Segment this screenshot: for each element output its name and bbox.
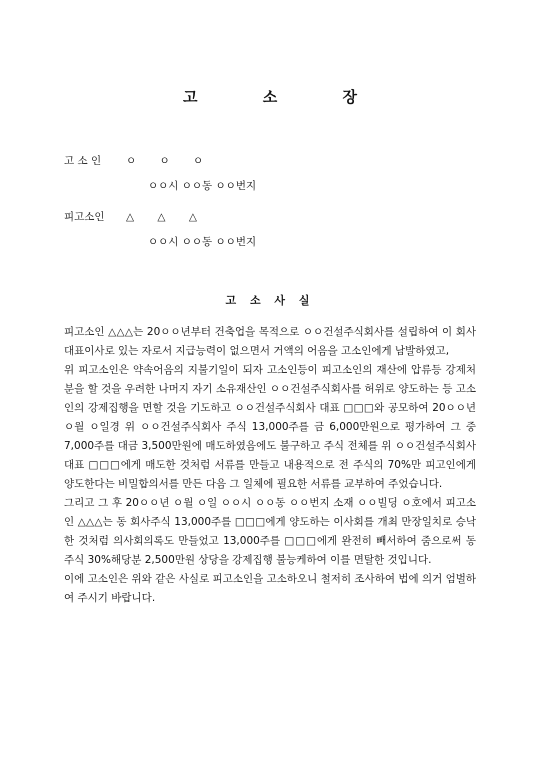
complainant-line — [64, 153, 256, 168]
accused-role-label: 피고소인 — [64, 211, 105, 223]
paragraph: 피고소인 △△△는 20ㅇㅇ년부터 건축업을 목적으로 ㅇㅇ건설주식회사를 설립하여 이 회사 대표이사로 있는 자로서 지급능력이 없으면서 거액의 어음을 고소인에게 남발하였고, — [64, 326, 476, 357]
complainant-address: ㅇㅇ시 ㅇㅇ동 ㅇㅇ번지 — [148, 180, 257, 192]
accused-name: △ △ △ — [126, 211, 207, 223]
accused-address: ㅇㅇ시 ㅇㅇ동 ㅇㅇ번지 — [148, 236, 257, 248]
complainant-role-label: 고 소 인 — [64, 155, 102, 167]
complaint-body — [64, 323, 476, 608]
complainant-name: ㅇ ㅇ ㅇ — [126, 155, 214, 167]
section-heading: 고 소 사 실 — [225, 294, 315, 307]
document-title: 고 소 장 — [183, 88, 387, 106]
accused-line — [64, 209, 256, 224]
complainant-block — [64, 153, 256, 193]
paragraph: 이에 고소인은 위와 같은 사실로 피고소인을 고소하오니 철저히 조사하여 법에 의거 엄벌하여 주시기 바랍니다. — [64, 573, 477, 604]
paragraph: 위 피고소인은 약속어음의 지불기일이 되자 고소인등이 피고소인의 재산에 압류등 강제처분을 할 것을 우려한 나머지 자기 소유재산인 ㅇㅇ건설주식회사를 허위로 양도하는 등 고소인의 강제집행을 면할 것을 기도하고 ㅇㅇ건설주식회사 대표 □□□와 공모하여 20ㅇㅇ년 ㅇ월 ㅇ일경 위 ㅇㅇ건설주식회사 주식 13,000주를 금 6,000만원으로 평가하여 그 중 7,000주를 대금 3,500만원에 매도하였음에도 불구하고 주식 전체를 위 ㅇㅇ건설주식회사 대표 □□□에게 매도한 것처럼 서류를 만들고 내용적으로 전 주식의 70%만 피고인에게 양도한다는 비밀합의서를 만든 다음 그 일체에 필요한 서류를 교부하여 주었습니다. — [64, 364, 477, 490]
paragraph: 그리고 그 후 20ㅇㅇ년 ㅇ월 ㅇ일 ㅇㅇ시 ㅇㅇ동 ㅇㅇ번지 소재 ㅇㅇ빌딩 ㅇ호에서 피고소인 △△△는 동 회사주식 13,000주를 □□□에게 양도하는 이사회를 개최 만장일치로 승낙한 것처럼 의사회의록도 만들었고 13,000주를 □□□에게 완전히 빼서하여 줌으로써 동 주식 30%해당분 2,500만원 상당을 강제집행 불능케하여 이를 면탈한 것입니다. — [64, 497, 476, 566]
accused-block — [64, 209, 256, 249]
